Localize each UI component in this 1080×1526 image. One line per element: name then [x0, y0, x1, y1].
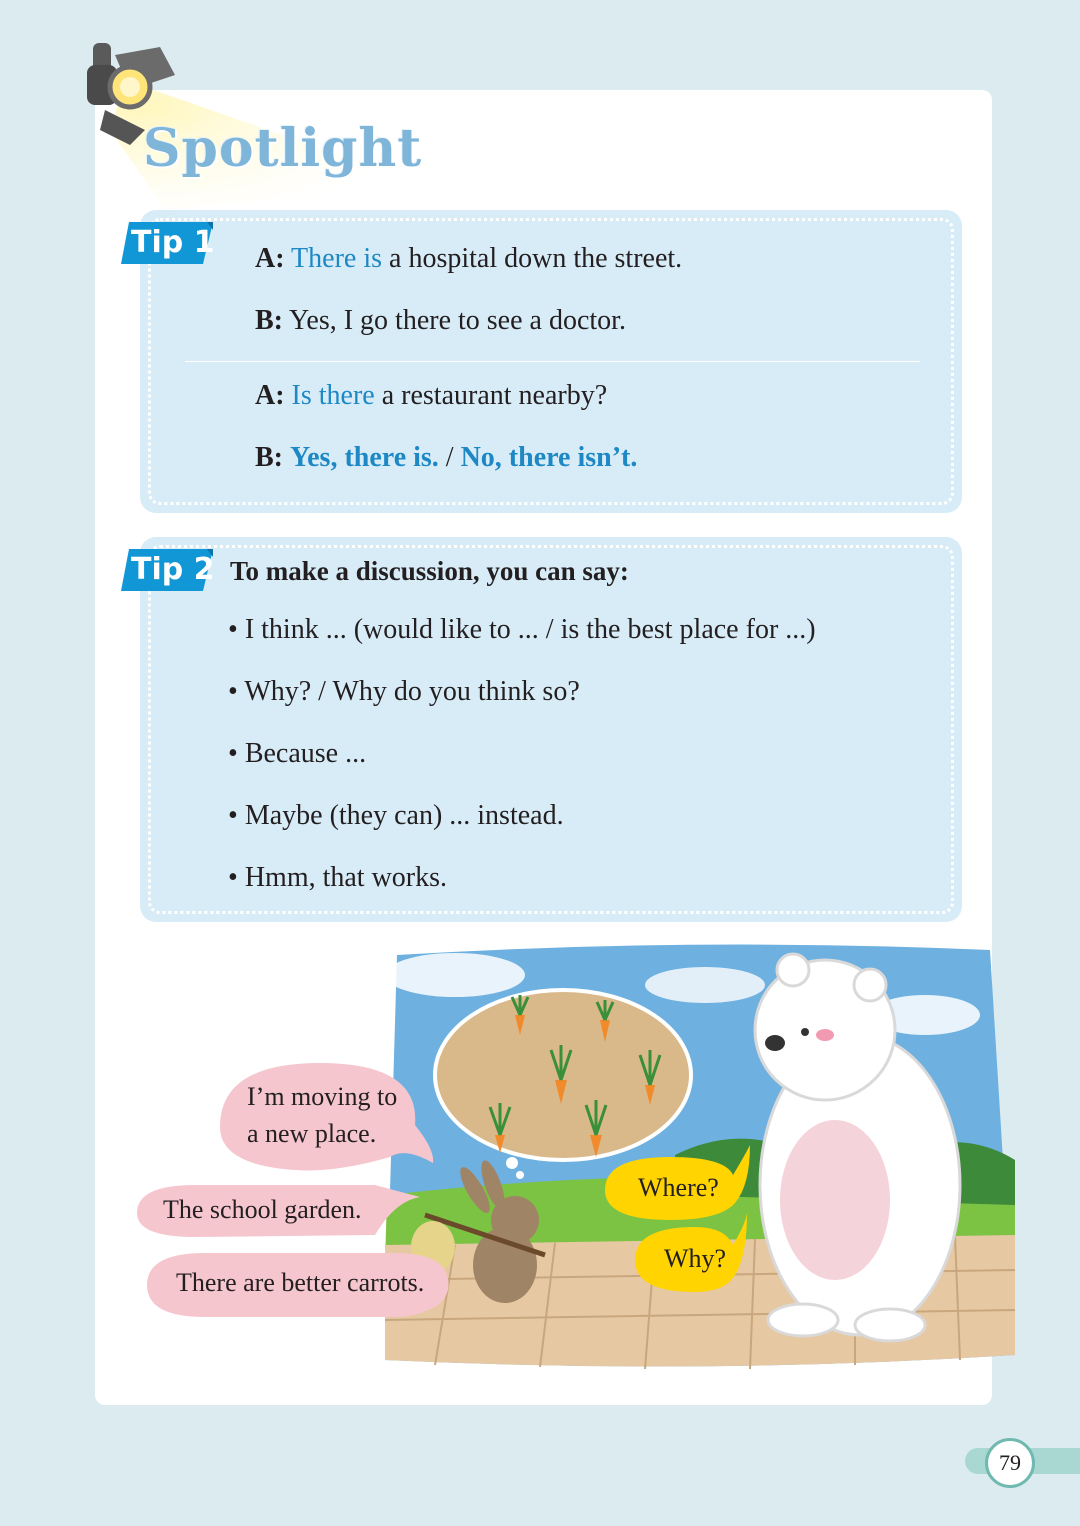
- bubble-moving-line2: a new place.: [247, 1119, 377, 1148]
- tip2-bullet-4: • Maybe (they can) ... instead.: [228, 800, 564, 831]
- tip2-bullet-5: • Hmm, that works.: [228, 862, 448, 893]
- tip2-bullet-1: • I think ... (would like to ... / is the best place for ...): [228, 614, 816, 645]
- bubble-where-text: Where?: [638, 1173, 719, 1202]
- bubble-why-text: Why?: [664, 1244, 727, 1273]
- tip1-line-1: A: There is a hospital down the street.: [255, 243, 683, 274]
- tip2-intro: To make a discussion, you can say:: [230, 556, 629, 586]
- cloud: [385, 953, 525, 997]
- page-number: 79: [985, 1438, 1035, 1488]
- tip2-label: Tip 2: [121, 549, 226, 591]
- tip2-bullet-2: • Why? / Why do you think so?: [228, 676, 580, 707]
- tip1-divider: [185, 361, 920, 362]
- tip1-line-4: B: Yes, there is. / No, there isn’t.: [255, 442, 638, 473]
- tip1-line-3: A: Is there a restaurant nearby?: [255, 380, 608, 411]
- tip1-line-2: B: Yes, I go there to see a doctor.: [255, 305, 626, 336]
- page-title: Spotlight: [143, 118, 423, 179]
- cloud: [645, 967, 765, 1003]
- bubble-moving-line1: I’m moving to: [247, 1082, 398, 1111]
- illustration-scene: [135, 935, 1015, 1375]
- bubble-garden-text: The school garden.: [163, 1195, 362, 1224]
- tip2-bullet-3: • Because ...: [228, 738, 367, 769]
- bubble-carrots-text: There are better carrots.: [176, 1268, 425, 1297]
- tip1-label: Tip 1: [121, 222, 226, 264]
